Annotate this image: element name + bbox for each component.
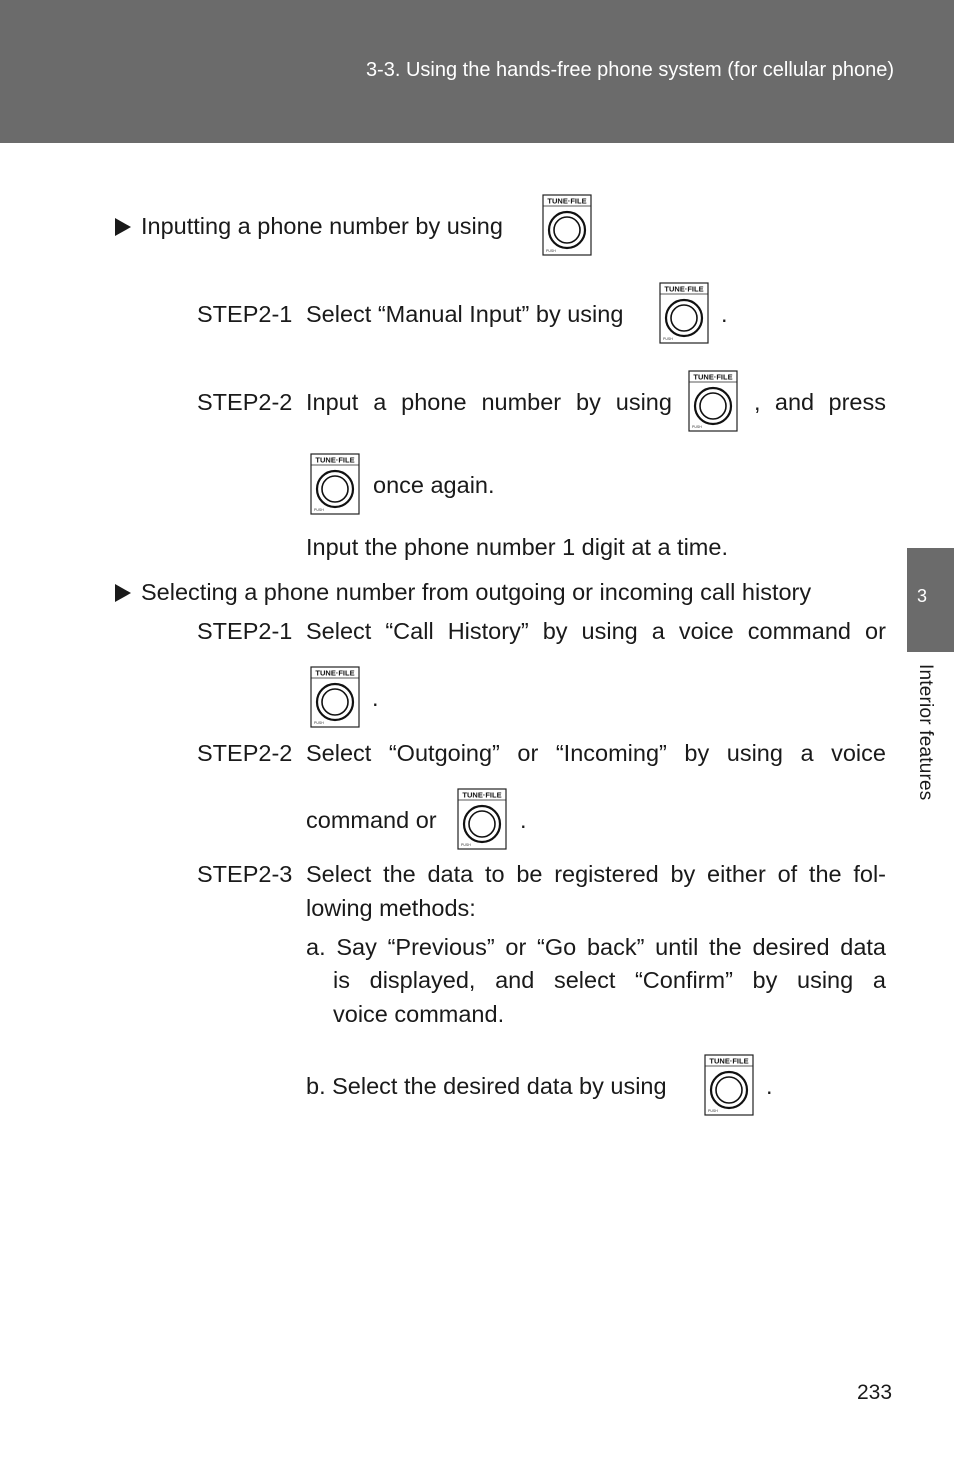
- s2-step2-1-label: STEP2-1: [197, 618, 293, 644]
- s2-option-a-line1: a. Say “Previous” or “Go back” until the desired data: [306, 934, 886, 960]
- s2-option-a-line3: voice command.: [333, 1001, 505, 1027]
- s1-step2-2-label: STEP2-2: [197, 389, 293, 415]
- s1-step2-2-cont: once again.: [373, 472, 495, 498]
- s1-step2-2-note: Input the phone number 1 digit at a time.: [306, 534, 728, 560]
- dial-2: [659, 282, 709, 344]
- word: is: [333, 967, 350, 993]
- s2-step2-1-line1: [306, 617, 886, 645]
- word: using: [581, 618, 638, 644]
- dial-4: [310, 453, 360, 515]
- s2-step2-3-line1: Select the data to be registered by either of the fol-: [306, 861, 886, 887]
- svg-text:TUNE·FILE: TUNE·FILE: [315, 668, 355, 678]
- word: command: [747, 618, 851, 644]
- word: press: [828, 389, 886, 415]
- chapter-tab: [907, 548, 954, 652]
- dial-3: [688, 370, 738, 432]
- dial-1: [542, 194, 592, 256]
- word: or: [865, 618, 886, 644]
- word: History”: [447, 618, 529, 644]
- word: and: [774, 389, 815, 415]
- svg-text:PUSH: PUSH: [692, 425, 702, 429]
- s2-step2-1-end: .: [372, 685, 379, 711]
- svg-text:PUSH: PUSH: [461, 843, 471, 847]
- s1-step2-1-end: .: [721, 301, 728, 327]
- word: by: [542, 618, 568, 644]
- chapter-label: Interior features: [915, 664, 936, 801]
- word: select: [553, 967, 616, 993]
- word: by: [576, 389, 601, 415]
- word: a: [373, 389, 387, 415]
- header-title: 3-3. Using the hands-free phone system (for cellular phone): [365, 59, 894, 81]
- svg-text:TUNE·FILE: TUNE·FILE: [547, 196, 587, 206]
- word: Select: [306, 740, 372, 766]
- word: a: [872, 967, 886, 993]
- tune-file-dial-icon: [457, 788, 507, 850]
- svg-text:TUNE·FILE: TUNE·FILE: [462, 790, 502, 800]
- tune-file-dial-icon: [310, 453, 360, 515]
- word: “Call: [385, 618, 434, 644]
- word: ,: [754, 389, 761, 415]
- tune-file-dial-icon: [688, 370, 738, 432]
- s1-step2-2-line1-end: [754, 388, 886, 416]
- word: number: [481, 389, 562, 415]
- word: “Outgoing”: [388, 740, 500, 766]
- s2-step2-3-line2: lowing methods:: [306, 895, 476, 921]
- svg-text:TUNE·FILE: TUNE·FILE: [664, 284, 704, 294]
- s2-step2-2-label: STEP2-2: [197, 740, 293, 766]
- svg-text:TUNE·FILE: TUNE·FILE: [315, 455, 355, 465]
- word: using: [726, 740, 783, 766]
- word: and: [495, 967, 535, 993]
- section2-heading: Selecting a phone number from outgoing or incoming call history: [115, 578, 811, 606]
- s2-step2-2-cont: command or: [306, 807, 437, 833]
- word: by: [752, 967, 778, 993]
- s1-step2-1-label: STEP2-1: [197, 301, 293, 327]
- svg-text:TUNE·FILE: TUNE·FILE: [709, 1056, 749, 1066]
- word: or: [517, 740, 539, 766]
- word: using: [797, 967, 854, 993]
- word: phone: [401, 389, 467, 415]
- tune-file-dial-icon: [542, 194, 592, 256]
- dial-5: [310, 666, 360, 728]
- word: “Confirm”: [634, 967, 733, 993]
- word: voice: [831, 740, 886, 766]
- section1-heading: Inputting a phone number by using: [115, 212, 503, 240]
- word: Input: [306, 389, 359, 415]
- word: voice: [678, 618, 734, 644]
- page-header: [0, 0, 954, 143]
- word: “Incoming”: [555, 740, 667, 766]
- tune-file-dial-icon: [704, 1054, 754, 1116]
- svg-text:PUSH: PUSH: [708, 1109, 718, 1113]
- triangle-bullet-icon: [115, 584, 131, 602]
- tune-file-dial-icon: [310, 666, 360, 728]
- s2-option-a-line2: [333, 966, 886, 994]
- s2-step2-2-line1: [306, 739, 886, 767]
- svg-text:PUSH: PUSH: [314, 721, 324, 725]
- page-number: 233: [857, 1381, 893, 1404]
- word: a: [651, 618, 665, 644]
- svg-text:PUSH: PUSH: [546, 249, 556, 253]
- dial-7: [704, 1054, 754, 1116]
- triangle-bullet-icon: [115, 218, 131, 236]
- word: using: [615, 389, 672, 415]
- word: displayed,: [369, 967, 476, 993]
- s1-step2-2-line1: [306, 388, 672, 416]
- word: by: [684, 740, 710, 766]
- dial-6: [457, 788, 507, 850]
- word: Select: [306, 618, 372, 644]
- s2-option-b-end: .: [766, 1073, 773, 1099]
- svg-text:TUNE·FILE: TUNE·FILE: [693, 372, 733, 382]
- s2-step2-2-end: .: [520, 807, 527, 833]
- s2-step2-3-label: STEP2-3: [197, 861, 293, 887]
- chapter-number: 3: [916, 586, 927, 606]
- tune-file-dial-icon: [659, 282, 709, 344]
- svg-text:PUSH: PUSH: [314, 508, 324, 512]
- s2-option-b-text: b. Select the desired data by using: [306, 1073, 667, 1099]
- s1-step2-1-text: Select “Manual Input” by using: [306, 301, 624, 327]
- svg-text:PUSH: PUSH: [663, 337, 673, 341]
- word: a: [800, 740, 814, 766]
